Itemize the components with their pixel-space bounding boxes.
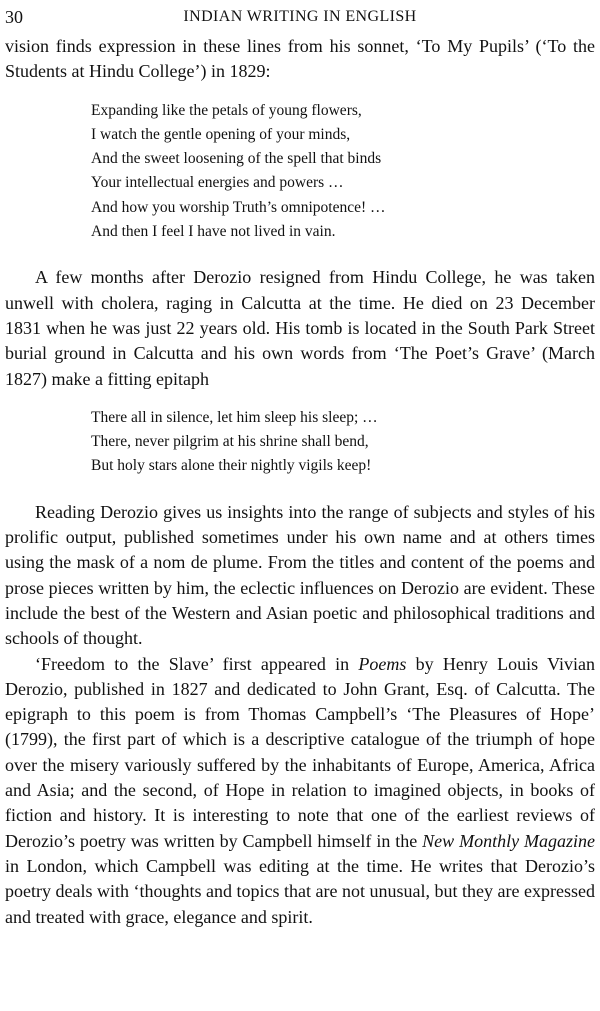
verse-line: And how you worship Truth’s omnipotence! … — [91, 198, 386, 216]
page-body — [5, 34, 595, 930]
running-head: INDIAN WRITING IN ENGLISH — [183, 8, 417, 25]
paragraph-death: A few months after Derozio resigned from Hindu College, he was taken unwell with cholera, raging in Calcutta at the time. He died on 23 December 1831 when he was just 22 years old. His tomb is located in the South Park Street burial ground in Calcutta and his own words from ‘The Poet’s Grave’ (March 1827) make a fitting epitaph — [5, 267, 595, 389]
page-header — [5, 6, 595, 28]
page-number: 30 — [5, 7, 23, 27]
paragraph-freedom-to-the-slave — [5, 652, 595, 930]
verse-line: There, never pilgrim at his shrine shall bend, — [91, 433, 369, 451]
text-run: by Henry Louis Vivian Derozio, published in 1827 and dedicated to John Grant, Esq. of Calcutta. The epigraph to this poem is from Thomas Campbell’s ‘The Pleasures of Hope’ (1799), the first part of which is a descriptive catalogue of the triumph of hope over the misery variously suffered by the inhabitants of Europe, America, Africa and Asia; and the second, of Hope in relation to imagined objects, in books of fiction and history. It is interesting to note that one of the earliest reviews of Derozio’s poetry was written by Campbell himself in the — [5, 653, 595, 851]
verse-to-my-pupils — [5, 99, 595, 245]
text-run: in London, which Campbell was editing at the time. He writes that Derozio’s poetry deals with ‘thoughts and topics that are not unusual, but they are expressed and treated with grace, elegance and spirit. — [5, 855, 595, 927]
verse-line: Your intellectual energies and powers … — [91, 174, 344, 192]
book-title-poems: Poems — [358, 653, 407, 674]
verse-line: I watch the gentle opening of your minds, — [91, 125, 351, 143]
verse-line: There all in silence, let him sleep his sleep; … — [91, 408, 378, 426]
spacer — [5, 244, 595, 265]
text-run: ‘Freedom to the Slave’ first appeared in — [35, 653, 359, 674]
paragraph-intro: vision finds expression in these lines from his sonnet, ‘To My Pupils’ (‘To the Students at Hindu College’) in 1829: — [5, 36, 595, 82]
spacer — [5, 479, 595, 500]
verse-poets-grave — [5, 406, 595, 479]
magazine-title: New Monthly Magazine — [422, 830, 595, 851]
paragraph-reading-derozio: Reading Derozio gives us insights into the range of subjects and styles of his prolific output, published sometimes under his own name and at others times using the mask of a nom de plume. From the titles and content of the poems and prose pieces written by him, the eclectic influences on Derozio are evident. These include the best of the Western and Asian poetic and philosophical traditions and schools of thought. — [5, 501, 595, 649]
verse-line: And then I feel I have not lived in vain. — [91, 223, 336, 241]
verse-line: But holy stars alone their nightly vigils keep! — [91, 457, 372, 475]
verse-line: And the sweet loosening of the spell that binds — [91, 150, 382, 168]
verse-line: Expanding like the petals of young flowers, — [91, 101, 362, 119]
